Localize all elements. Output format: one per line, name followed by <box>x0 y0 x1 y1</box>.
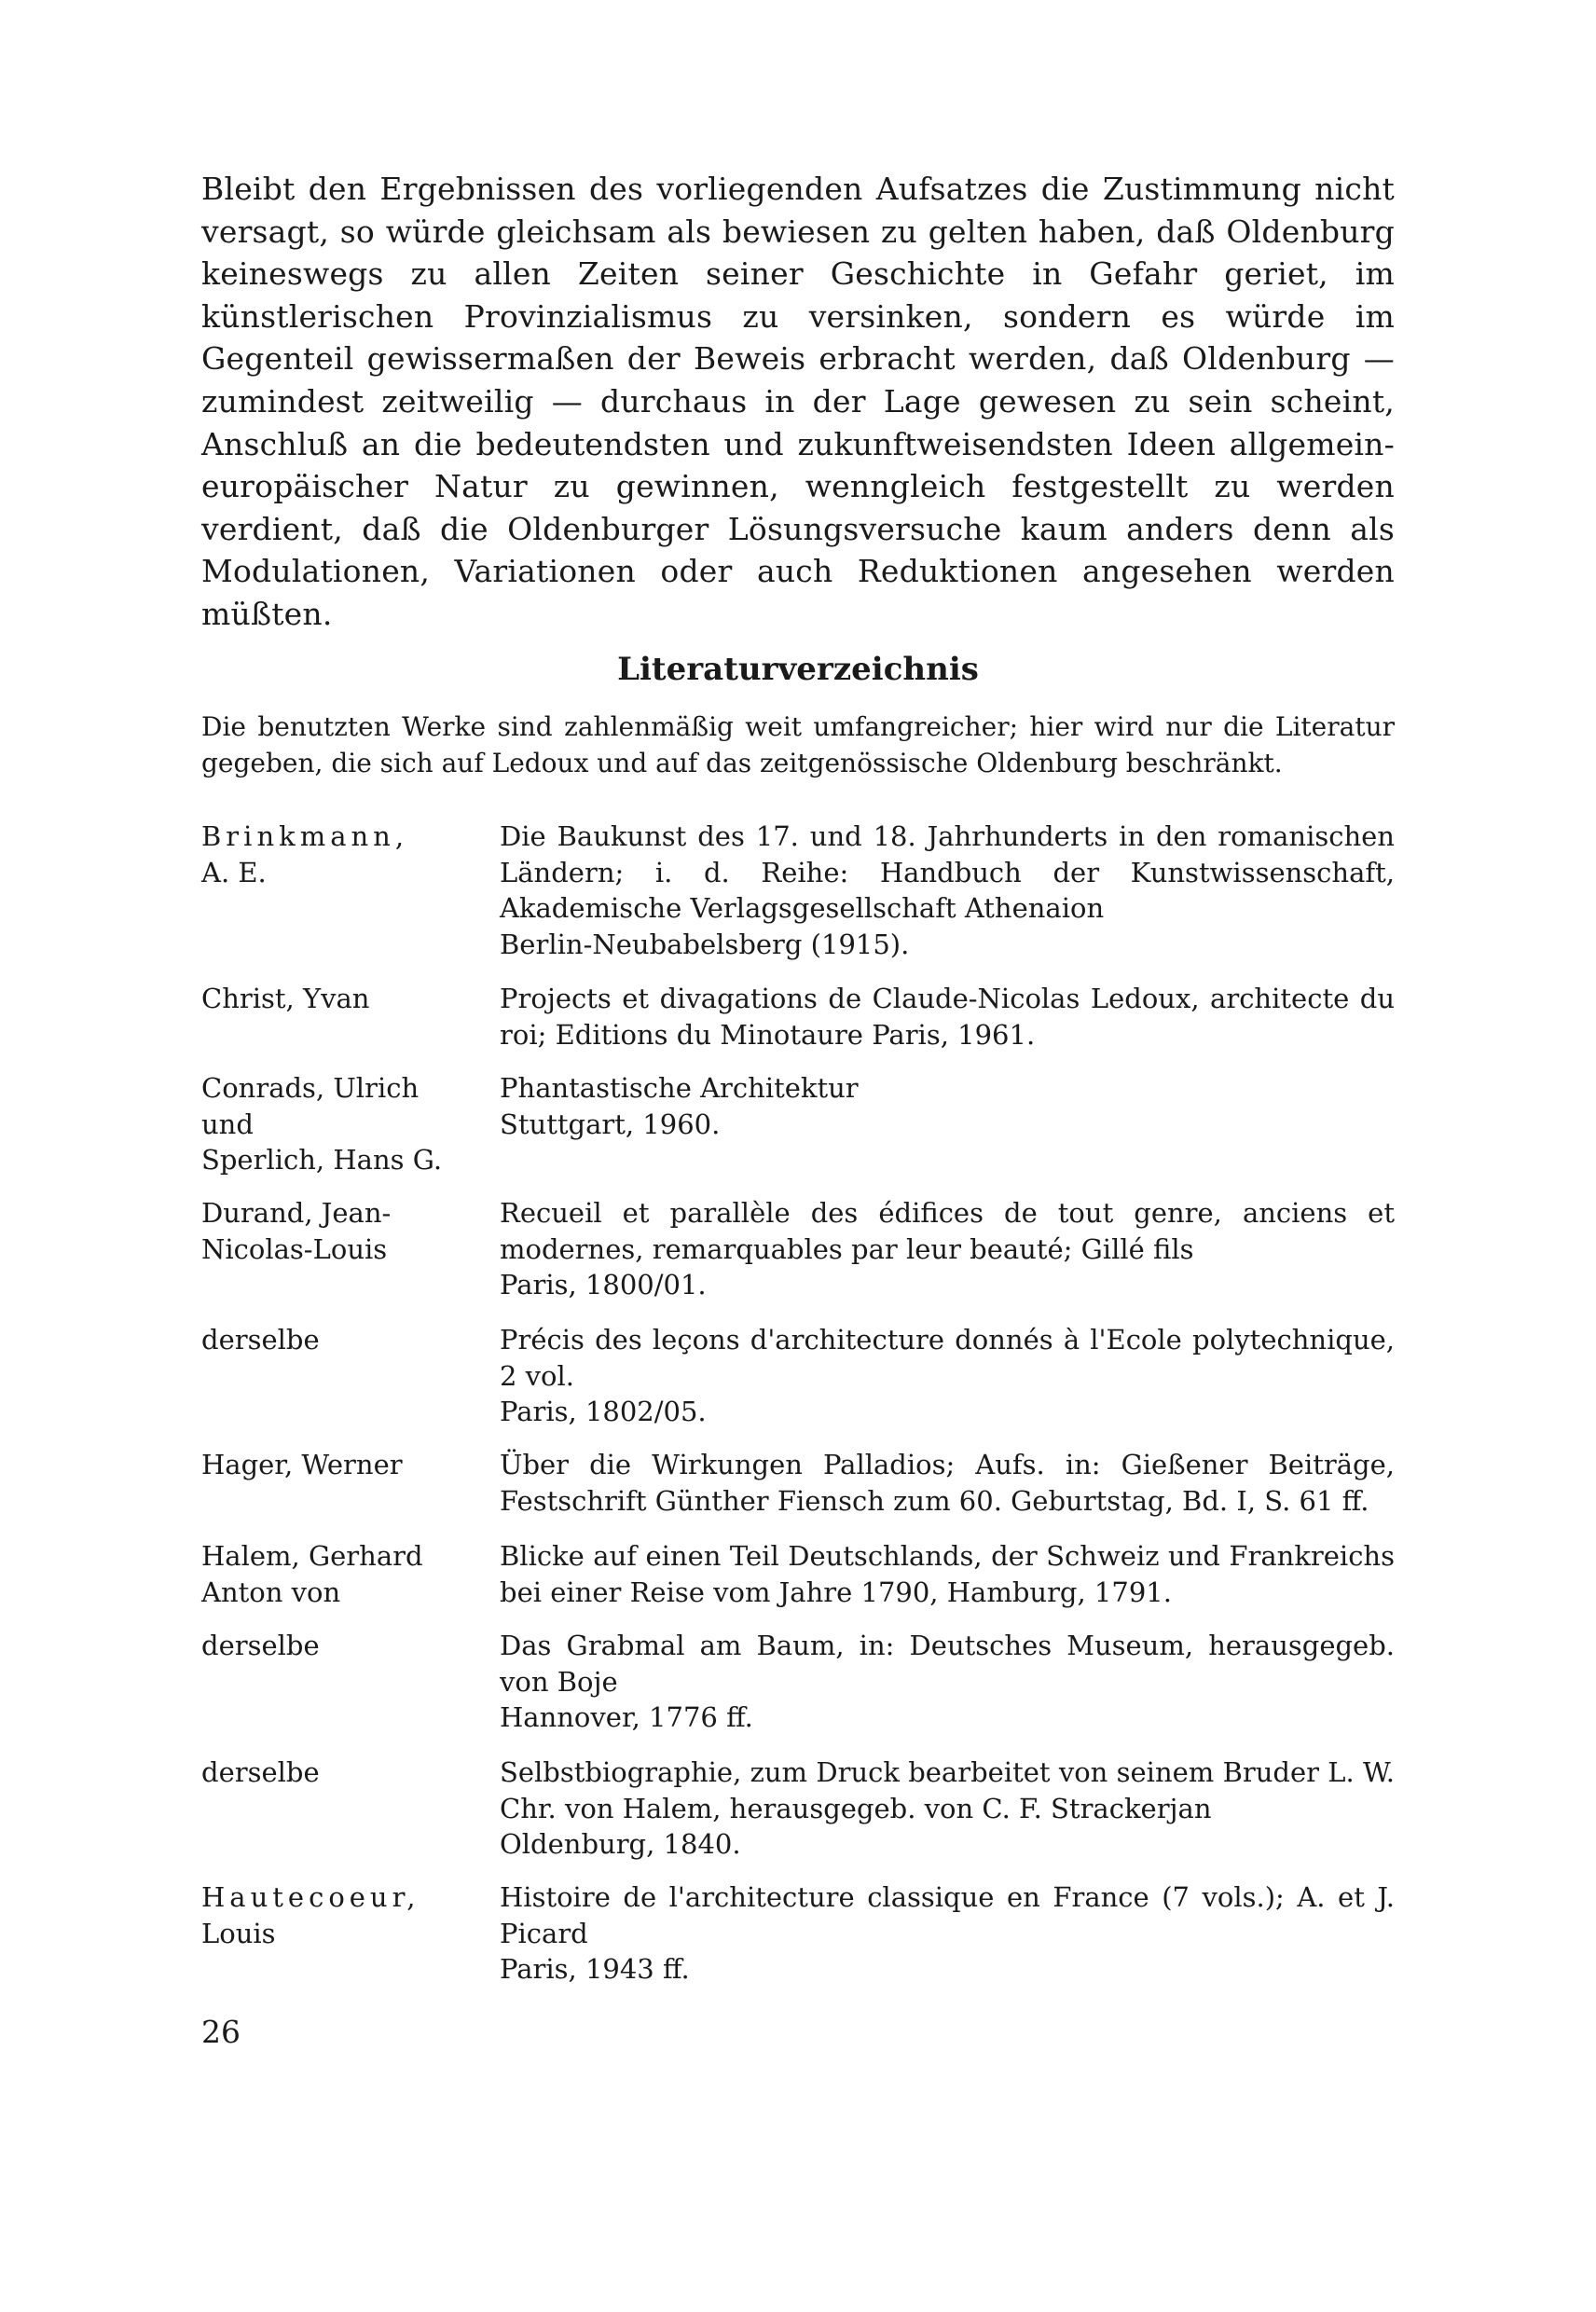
author-name: derselbe <box>201 1324 320 1356</box>
author-name: derselbe <box>201 1756 320 1788</box>
author-name: Anton von <box>201 1576 341 1608</box>
entry-author <box>201 1628 500 1664</box>
work-title: Die Baukunst des 17. und 18. Jahrhunderts in den romanischen Ländern; i. d. Reihe: Handbuch der Kunstwissenschaft, Akademische Verlagsgesellschaft Athenaion <box>500 820 1395 924</box>
entry-author <box>201 1322 500 1358</box>
entry-author <box>201 1070 500 1178</box>
entry-author <box>201 819 500 890</box>
entry-author <box>201 1447 500 1483</box>
author-name: Conrads, Ulrich <box>201 1072 420 1104</box>
author-conjunction: und <box>201 1108 254 1140</box>
author-name: Halem, Gerhard <box>201 1540 423 1572</box>
work-imprint: Oldenburg, 1840. <box>500 1828 741 1860</box>
work-imprint: Stuttgart, 1960. <box>500 1108 721 1140</box>
entry-author <box>201 1195 500 1267</box>
author-name: Hager, Werner <box>201 1449 403 1480</box>
entry-work <box>500 981 1395 1053</box>
author-name: Christ, Yvan <box>201 983 370 1014</box>
entry-work <box>500 1322 1395 1430</box>
author-name: Durand, Jean- <box>201 1197 392 1229</box>
author-given-name: Louis <box>201 1917 276 1949</box>
author-name: Nicolas-Louis <box>201 1232 388 1265</box>
entry-author <box>201 1538 500 1610</box>
work-imprint: Paris, 1943 ff. <box>500 1953 690 1985</box>
entry-work <box>500 1755 1395 1863</box>
page-content <box>201 168 1395 1985</box>
entry-work <box>500 1538 1395 1610</box>
work-title: Das Grabmal am Baum, in: Deutsches Museum, herausgegeb. von Boje <box>500 1630 1395 1698</box>
work-imprint: Paris, 1802/05. <box>500 1396 707 1427</box>
entry-author <box>201 981 500 1017</box>
entry-work <box>500 819 1395 962</box>
work-imprint: Berlin-Neubabelsberg (1915). <box>500 928 910 960</box>
author-given-name: A. E. <box>201 856 267 888</box>
entry-author <box>201 1879 500 1951</box>
work-title: Selbstbiographie, zum Druck bearbeitet von seinem Bruder L. W. Chr. von Halem, herausgegeb. von C. F. Strackerjan <box>500 1756 1395 1824</box>
author-surname: Hautecoeur, <box>201 1881 420 1913</box>
entry-author <box>201 1755 500 1791</box>
work-title: Recueil et parallèle des édifices de tout genre, anciens et modernes, remarquables par leur beauté; Gillé fils <box>500 1197 1395 1265</box>
intro-paragraph: Bleibt den Ergebnissen des vorliegenden Aufsatzes die Zustimmung nicht versagt, so würde gleichsam als bewiesen zu gelten haben, daß Oldenburg keineswegs zu allen Zeiten seiner Geschichte in Gefahr geriet, im künstlerischen Provinzialismus zu versinken, sondern es würde im Gegenteil gewissermaßen der Beweis erbracht werden, daß Oldenburg — zumindest zeitweilig — durchaus in der Lage gewesen zu sein scheint, Anschluß an die bedeutendsten und zukunftweisendsten Ideen allgemein-europäischer Natur zu gewinnen, wenngleich festgestellt zu werden verdient, daß die Oldenburger Lösungsversuche kaum anders denn als Modulationen, Variationen oder auch Reduktionen angesehen werden müßten. <box>201 171 1395 632</box>
work-title: Histoire de l'architecture classique en France (7 vols.); A. et J. Picard <box>500 1881 1395 1949</box>
author-name: Sperlich, Hans G. <box>201 1144 443 1176</box>
bibliography-note: Die benutzten Werke sind zahlenmäßig weit umfangreicher; hier wird nur die Literatur gegeben, die sich auf Ledoux und auf das zeitgenössische Oldenburg beschränkt. <box>201 711 1395 778</box>
work-imprint: Hannover, 1776 ff. <box>500 1701 753 1733</box>
work-title: Projects et divagations de Claude-Nicolas Ledoux, architecte du roi; Editions du Minotaure Paris, 1961. <box>500 983 1395 1051</box>
entry-work <box>500 1628 1395 1736</box>
entry-work <box>500 1195 1395 1303</box>
bibliography-title: Literaturverzeichnis <box>617 651 979 688</box>
page-number: 26 <box>201 2014 241 2050</box>
author-name: derselbe <box>201 1630 320 1661</box>
work-title: Blicke auf einen Teil Deutschlands, der Schweiz und Frankreichs bei einer Reise vom Jahre 1790, Hamburg, 1791. <box>500 1540 1395 1608</box>
work-title: Über die Wirkungen Palladios; Aufs. in: Gießener Beiträge, Festschrift Günther Fiensch zum 60. Geburtstag, Bd. I, S. 61 ff. <box>500 1449 1395 1517</box>
work-imprint: Paris, 1800/01. <box>500 1269 707 1300</box>
work-title: Phantastische Architektur <box>500 1072 859 1104</box>
entry-work <box>500 1070 1395 1142</box>
entry-work <box>500 1879 1395 1988</box>
author-surname: Brinkmann, <box>201 820 409 852</box>
entry-work <box>500 1447 1395 1519</box>
work-title: Précis des leçons d'architecture donnés à l'Ecole polytechnique, 2 vol. <box>500 1324 1395 1392</box>
